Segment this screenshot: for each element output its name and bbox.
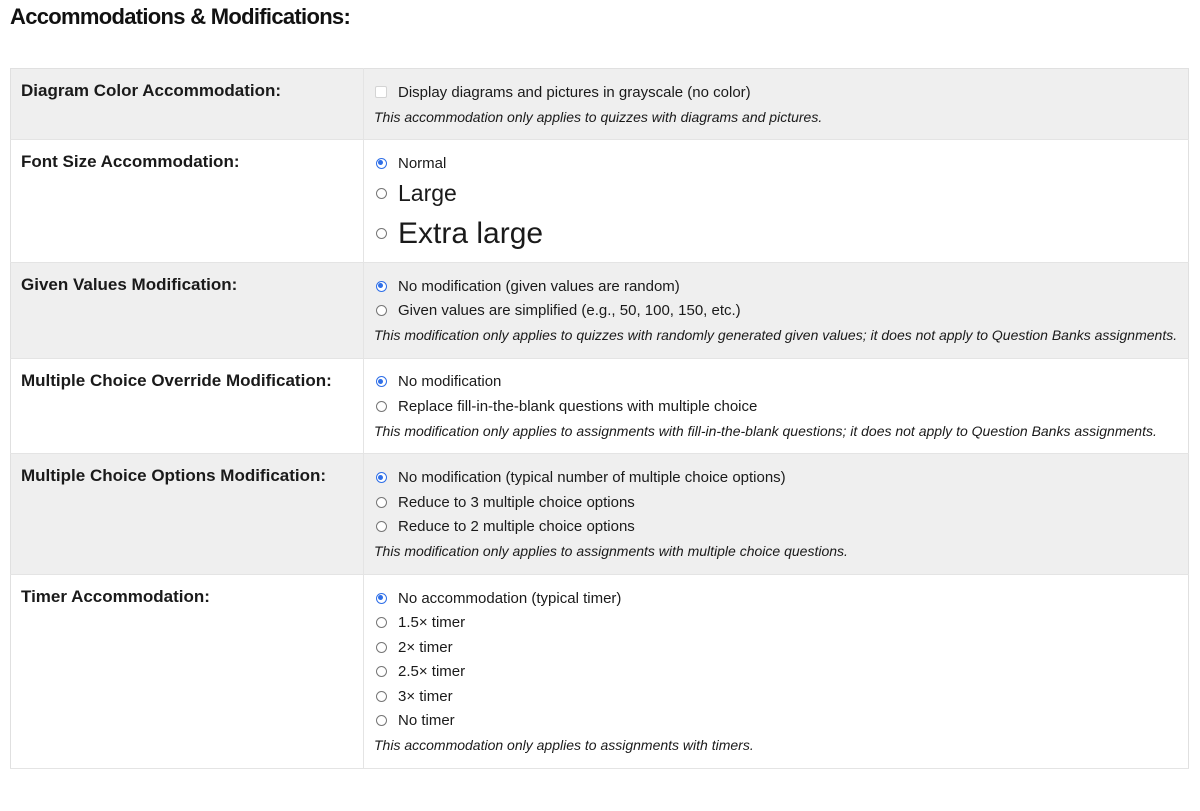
mc-override-none-option[interactable] [374,370,1180,395]
radio-button[interactable] [376,188,387,199]
option-label[interactable]: Replace fill-in-the-blank questions with multiple choice [398,397,758,415]
accommodation-row-diagram-color [11,69,1189,140]
timer-typical-option[interactable] [374,586,1180,611]
row-label: Timer Accommodation: [11,574,364,768]
option-label[interactable]: Display diagrams and pictures in grayscale (no color) [398,83,751,101]
row-options [364,69,1189,140]
row-options [364,358,1189,454]
row-note: This accommodation only applies to assignments with timers. [374,737,754,754]
timer-2x-option[interactable] [374,635,1180,660]
radio-button[interactable] [376,472,387,483]
mc-options-typical-option[interactable] [374,465,1180,490]
timer-1-5x-option[interactable] [374,610,1180,635]
option-label[interactable]: No modification (given values are random) [398,277,680,295]
row-label: Font Size Accommodation: [11,140,364,263]
radio-button[interactable] [376,305,387,316]
row-note: This accommodation only applies to quizzes with diagrams and pictures. [374,108,823,125]
timer-none-option[interactable] [374,709,1180,734]
option-label[interactable]: No timer [398,712,455,730]
mc-override-replace-option[interactable] [374,394,1180,419]
option-label[interactable]: Given values are simplified (e.g., 50, 100, 150, etc.) [398,302,741,320]
radio-button[interactable] [376,666,387,677]
given-values-simplified-option[interactable] [374,298,1180,323]
option-label[interactable]: No accommodation (typical timer) [398,589,622,607]
option-label[interactable]: No modification [398,373,502,391]
radio-button[interactable] [376,593,387,604]
row-options [364,454,1189,574]
accommodation-row-timer [11,574,1189,768]
radio-button[interactable] [376,158,387,169]
accommodation-row-given-values [11,262,1189,358]
row-label: Diagram Color Accommodation: [11,69,364,140]
radio-button[interactable] [376,642,387,653]
row-note: This modification only applies to assignments with fill-in-the-blank questions; it does not apply to Question Banks assignments. [374,422,1157,439]
font-size-large-option[interactable] [374,176,1180,212]
option-label[interactable]: Extra large [398,216,544,250]
option-label[interactable]: 2.5× timer [398,663,466,681]
font-size-extra-large-option[interactable] [374,212,1180,256]
accommodation-row-mc-options [11,454,1189,574]
row-label: Multiple Choice Options Modification: [11,454,364,574]
radio-button[interactable] [376,376,387,387]
font-size-normal-option[interactable] [374,151,1180,176]
option-label[interactable]: 2× timer [398,638,453,656]
mc-options-3-option[interactable] [374,490,1180,515]
radio-button[interactable] [376,228,387,239]
row-label: Given Values Modification: [11,262,364,358]
option-label[interactable]: 1.5× timer [398,614,466,632]
accommodations-table [10,68,1189,769]
radio-button[interactable] [376,497,387,508]
row-options [364,262,1189,358]
given-values-random-option[interactable] [374,274,1180,299]
option-label[interactable]: Reduce to 3 multiple choice options [398,493,635,511]
accommodation-row-font-size [11,140,1189,263]
radio-button[interactable] [376,617,387,628]
grayscale-option[interactable] [374,80,1180,105]
radio-button[interactable] [376,281,387,292]
timer-3x-option[interactable] [374,684,1180,709]
row-note: This modification only applies to quizzes with randomly generated given values; it does not apply to Question Banks assignments. [374,326,1178,343]
row-options [364,140,1189,263]
radio-button[interactable] [376,401,387,412]
radio-button[interactable] [376,715,387,726]
mc-options-2-option[interactable] [374,515,1180,540]
radio-button[interactable] [376,521,387,532]
timer-2-5x-option[interactable] [374,660,1180,685]
row-options [364,574,1189,768]
row-note: This modification only applies to assignments with multiple choice questions. [374,543,848,560]
option-label[interactable]: No modification (typical number of multiple choice options) [398,469,786,487]
option-label[interactable]: Normal [398,154,447,172]
radio-button[interactable] [376,691,387,702]
option-label[interactable]: Reduce to 2 multiple choice options [398,518,635,536]
row-label: Multiple Choice Override Modification: [11,358,364,454]
page-title: Accommodations & Modifications: [10,4,351,29]
option-label[interactable]: Large [398,180,457,207]
grayscale-checkbox[interactable] [375,86,387,98]
option-label[interactable]: 3× timer [398,687,453,705]
accommodation-row-mc-override [11,358,1189,454]
